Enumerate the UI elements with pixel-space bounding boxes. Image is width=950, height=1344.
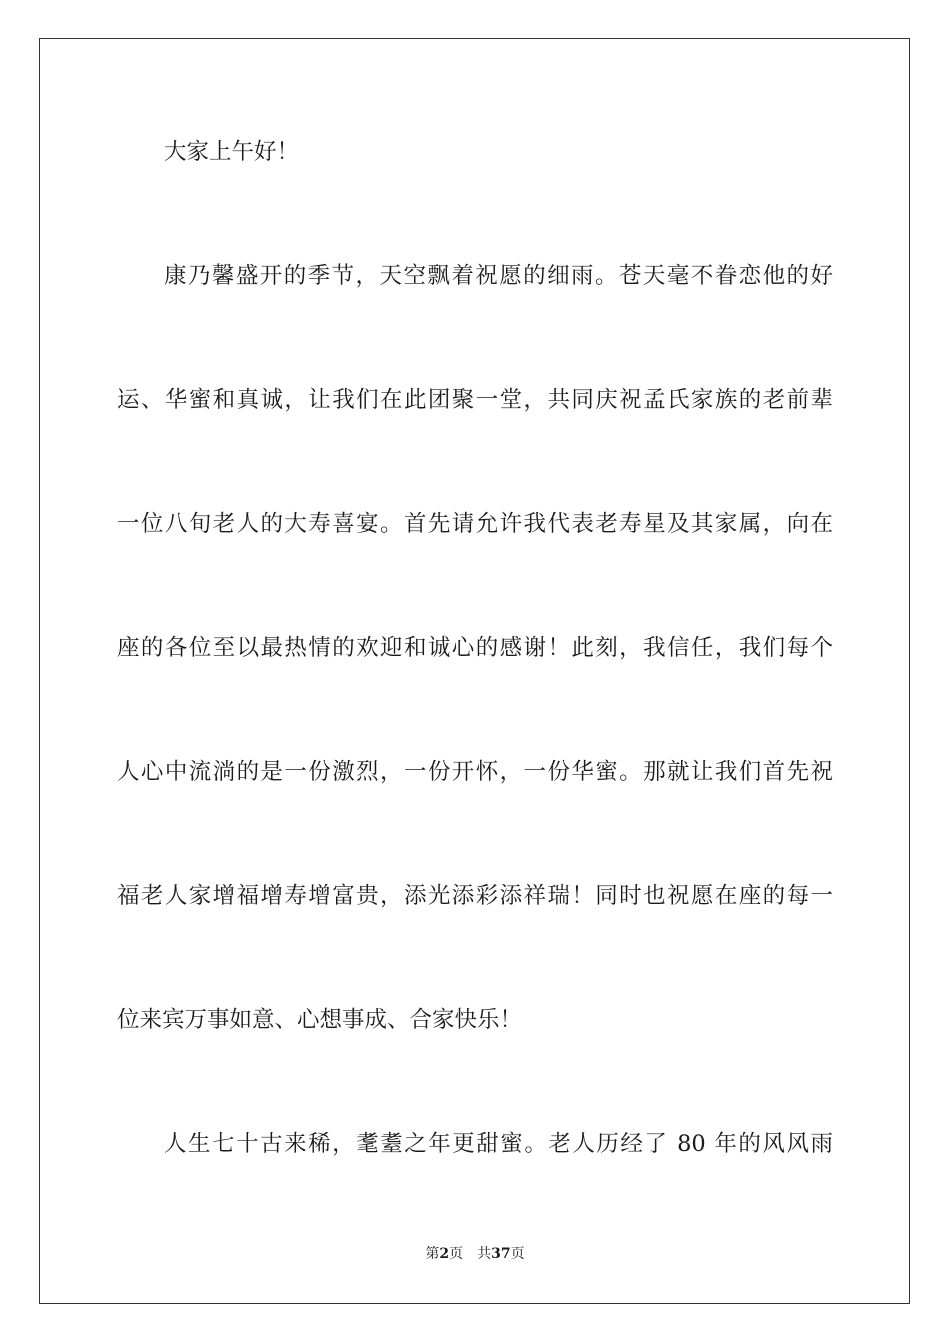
paragraph-line: 人心中流淌的是一份激烈，一份开怀，一份华蜜。那就让我们首先祝 <box>117 759 833 785</box>
paragraph-line: 座的各位至以最热情的欢迎和诚心的感谢！此刻，我信任，我们每个 <box>117 635 833 661</box>
paragraph-line: 一位八旬老人的大寿喜宴。首先请允许我代表老寿星及其家属，向在 <box>117 511 833 537</box>
page-footer <box>0 1244 950 1264</box>
footer-page-suffix: 页 <box>449 1246 464 1262</box>
paragraph-greeting: 大家上午好！ <box>164 139 300 165</box>
paragraph-line: 康乃馨盛开的季节，天空飘着祝愿的细雨。苍天毫不眷恋他的好 <box>164 263 833 289</box>
footer-total-prefix: 共 <box>477 1246 492 1262</box>
footer-page-prefix: 第 <box>425 1246 440 1262</box>
footer-page-number: 2 <box>439 1246 450 1262</box>
paragraph-line: 福老人家增福增寿增富贵，添光添彩添祥瑞！同时也祝愿在座的每一 <box>117 883 833 909</box>
paragraph-line: 运、华蜜和真诚，让我们在此团聚一堂，共同庆祝孟氏家族的老前辈 <box>117 387 833 413</box>
footer-total-suffix: 页 <box>510 1246 525 1262</box>
paragraph-line: 位来宾万事如意、心想事成、合家快乐！ <box>117 1007 523 1033</box>
footer-total-pages: 37 <box>491 1246 511 1262</box>
page-border <box>39 38 910 1304</box>
paragraph-line: 人生七十古来稀，耄耋之年更甜蜜。老人历经了 80 年的风风雨 <box>164 1131 833 1157</box>
